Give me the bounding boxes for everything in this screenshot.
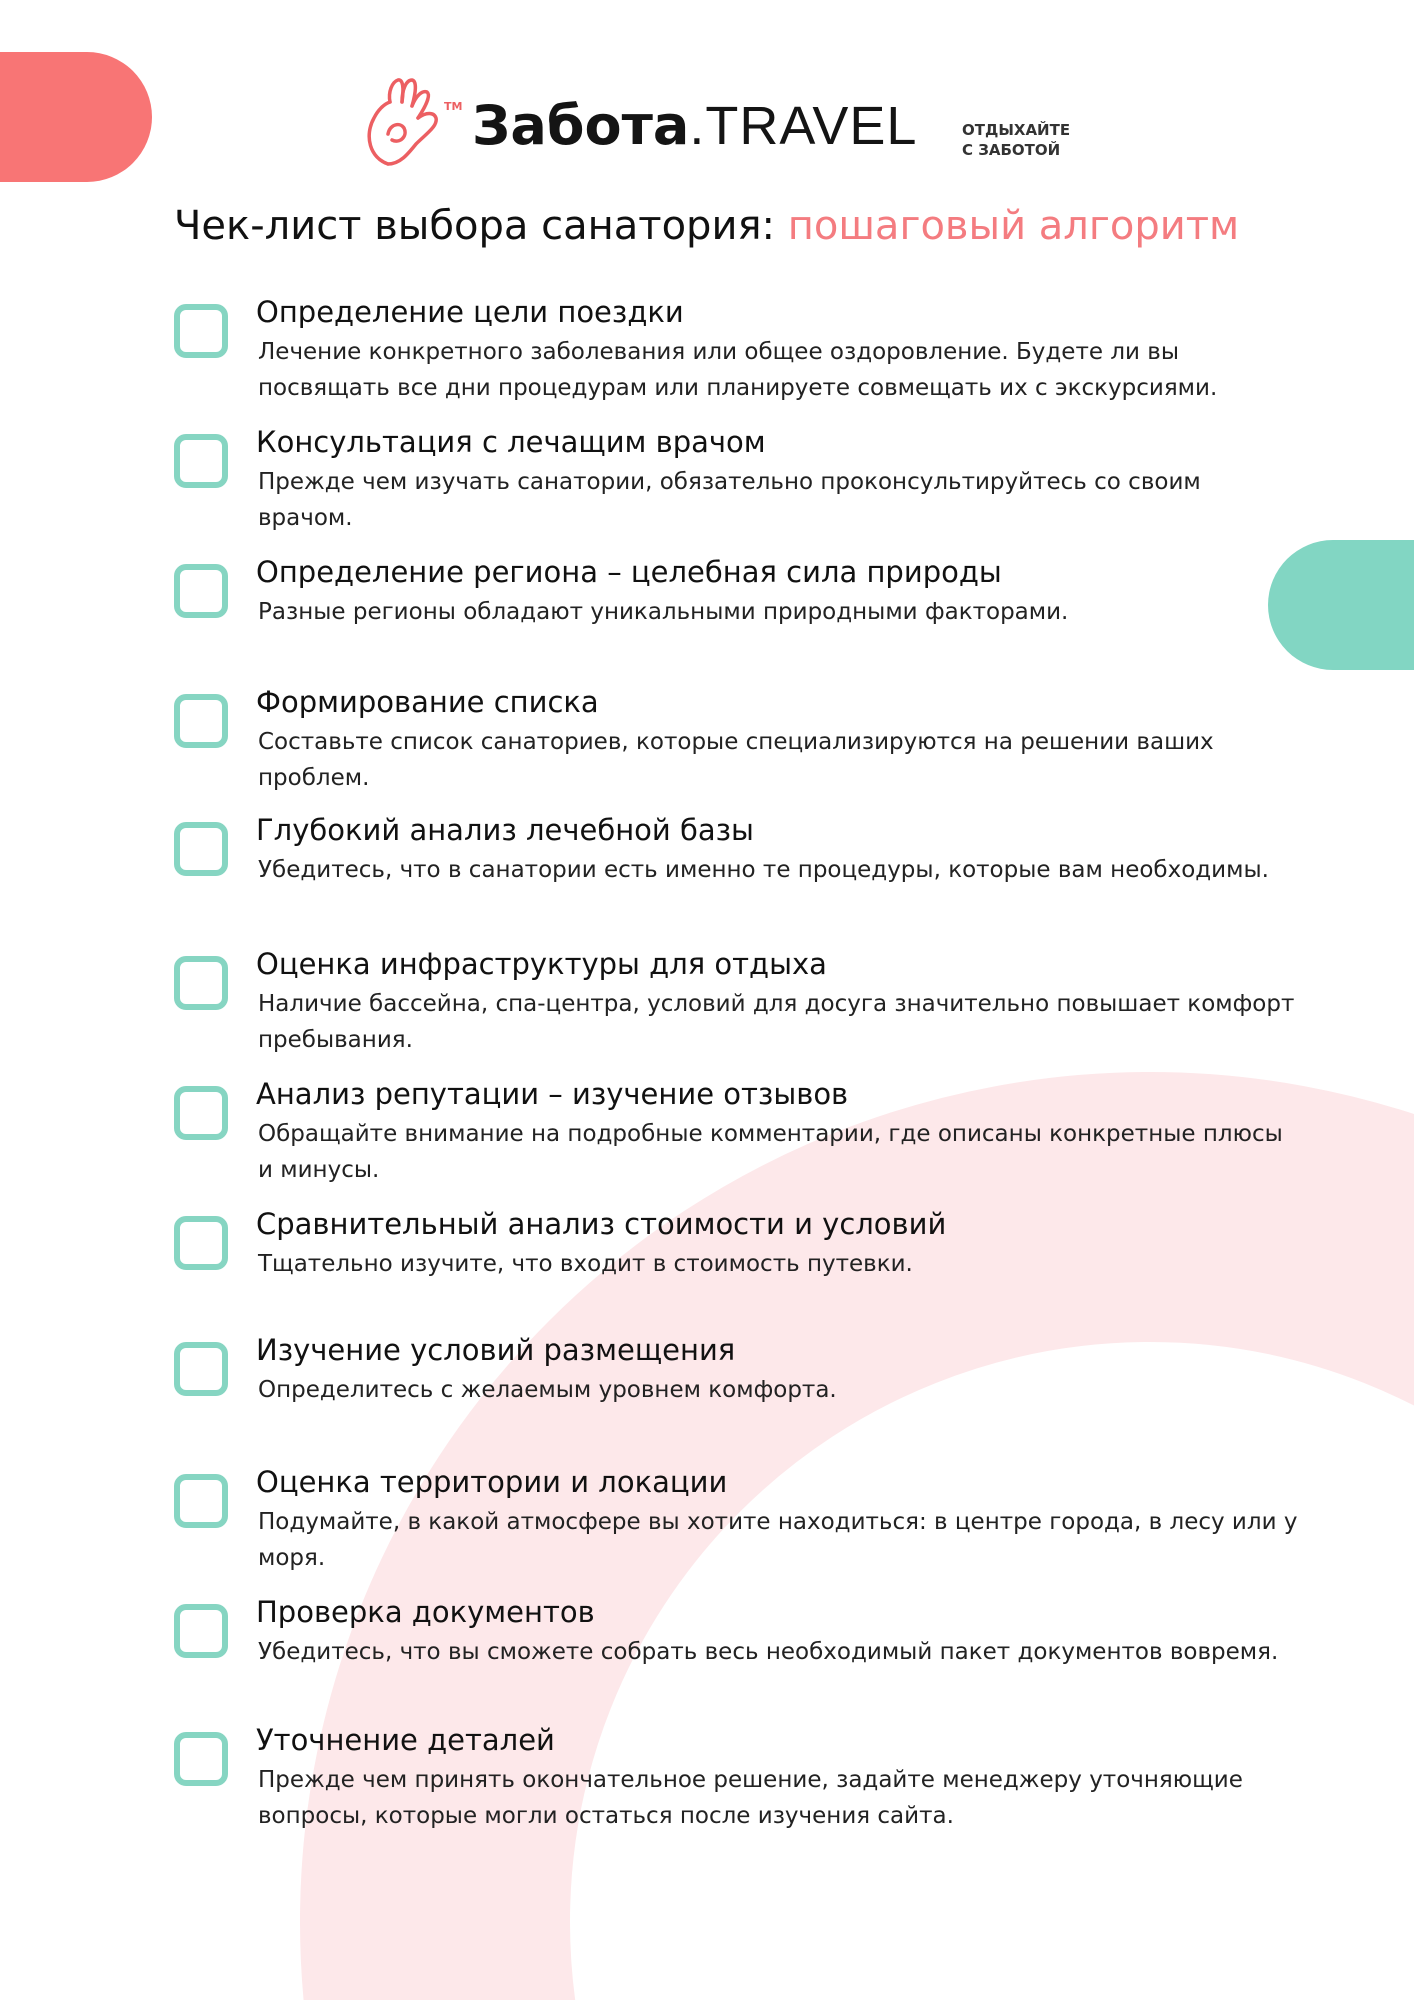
item-title: Определение цели поездки [256, 295, 684, 329]
item-title: Оценка территории и локации [256, 1465, 728, 1499]
checkbox[interactable] [174, 564, 228, 618]
item-title: Формирование списка [256, 685, 599, 719]
tagline-line2: С ЗАБОТОЙ [962, 141, 1061, 159]
item-description: Лечение конкретного заболевания или общее оздоровление. Будете ли вы посвящать все дни процедурам или планируете совмещать их с экскурсиями. [258, 339, 1218, 401]
item-description: Убедитесь, что в санатории есть именно те процедуры, которые вам необходимы. [258, 857, 1269, 883]
item-title: Глубокий анализ лечебной базы [256, 813, 754, 847]
checkbox[interactable] [174, 1216, 228, 1270]
brand-tagline [962, 120, 1070, 160]
page-title [174, 198, 1239, 254]
checkbox[interactable] [174, 822, 228, 876]
item-title: Уточнение деталей [256, 1723, 555, 1757]
brand-name [472, 94, 917, 158]
brand-name-part2: .TRAVEL [689, 96, 918, 156]
hand-logo-icon [360, 72, 463, 172]
item-title: Оценка инфраструктуры для отдыха [256, 947, 827, 981]
title-main: Чек-лист выбора санатория: [174, 203, 775, 249]
checkbox[interactable] [174, 1604, 228, 1658]
checkbox[interactable] [174, 304, 228, 358]
item-description: Разные регионы обладают уникальными природными факторами. [258, 599, 1069, 625]
item-description: Определитесь с желаемым уровнем комфорта. [258, 1377, 837, 1403]
item-description: Наличие бассейна, спа-центра, условий для досуга значительно повышает комфорт пребывания. [258, 991, 1295, 1053]
item-title: Анализ репутации – изучение отзывов [256, 1077, 849, 1111]
item-description: Подумайте, в какой атмосфере вы хотите находиться: в центре города, в лесу или у моря. [258, 1509, 1298, 1571]
tagline-line1: ОТДЫХАЙТЕ [962, 121, 1071, 139]
checkbox[interactable] [174, 434, 228, 488]
item-title: Изучение условий размещения [256, 1333, 736, 1367]
item-description: Обращайте внимание на подробные комментарии, где описаны конкретные плюсы и минусы. [258, 1121, 1283, 1183]
checkbox[interactable] [174, 1732, 228, 1786]
checkbox[interactable] [174, 1086, 228, 1140]
checkbox[interactable] [174, 1474, 228, 1528]
trademark-mark: TM [444, 100, 463, 113]
brand-name-part1: Забота [472, 94, 690, 157]
item-title: Консультация с лечащим врачом [256, 425, 766, 459]
item-title: Проверка документов [256, 1595, 595, 1629]
checkbox[interactable] [174, 1342, 228, 1396]
item-description: Составьте список санаториев, которые специализируются на решении ваших проблем. [258, 729, 1214, 791]
item-title: Сравнительный анализ стоимости и условий [256, 1207, 947, 1241]
coral-decor-shape [0, 52, 152, 182]
item-description: Убедитесь, что вы сможете собрать весь необходимый пакет документов вовремя. [258, 1639, 1279, 1665]
title-accent: пошаговый алгоритм [787, 203, 1240, 249]
item-description: Прежде чем изучать санатории, обязательно проконсультируйтесь со своим врачом. [258, 469, 1201, 531]
item-description: Прежде чем принять окончательное решение, задайте менеджеру уточняющие вопросы, которые могли остаться после изучения сайта. [258, 1767, 1243, 1829]
item-description: Тщательно изучите, что входит в стоимость путевки. [258, 1251, 913, 1277]
checkbox[interactable] [174, 956, 228, 1010]
checkbox[interactable] [174, 694, 228, 748]
item-title: Определение региона – целебная сила природы [256, 555, 1002, 589]
